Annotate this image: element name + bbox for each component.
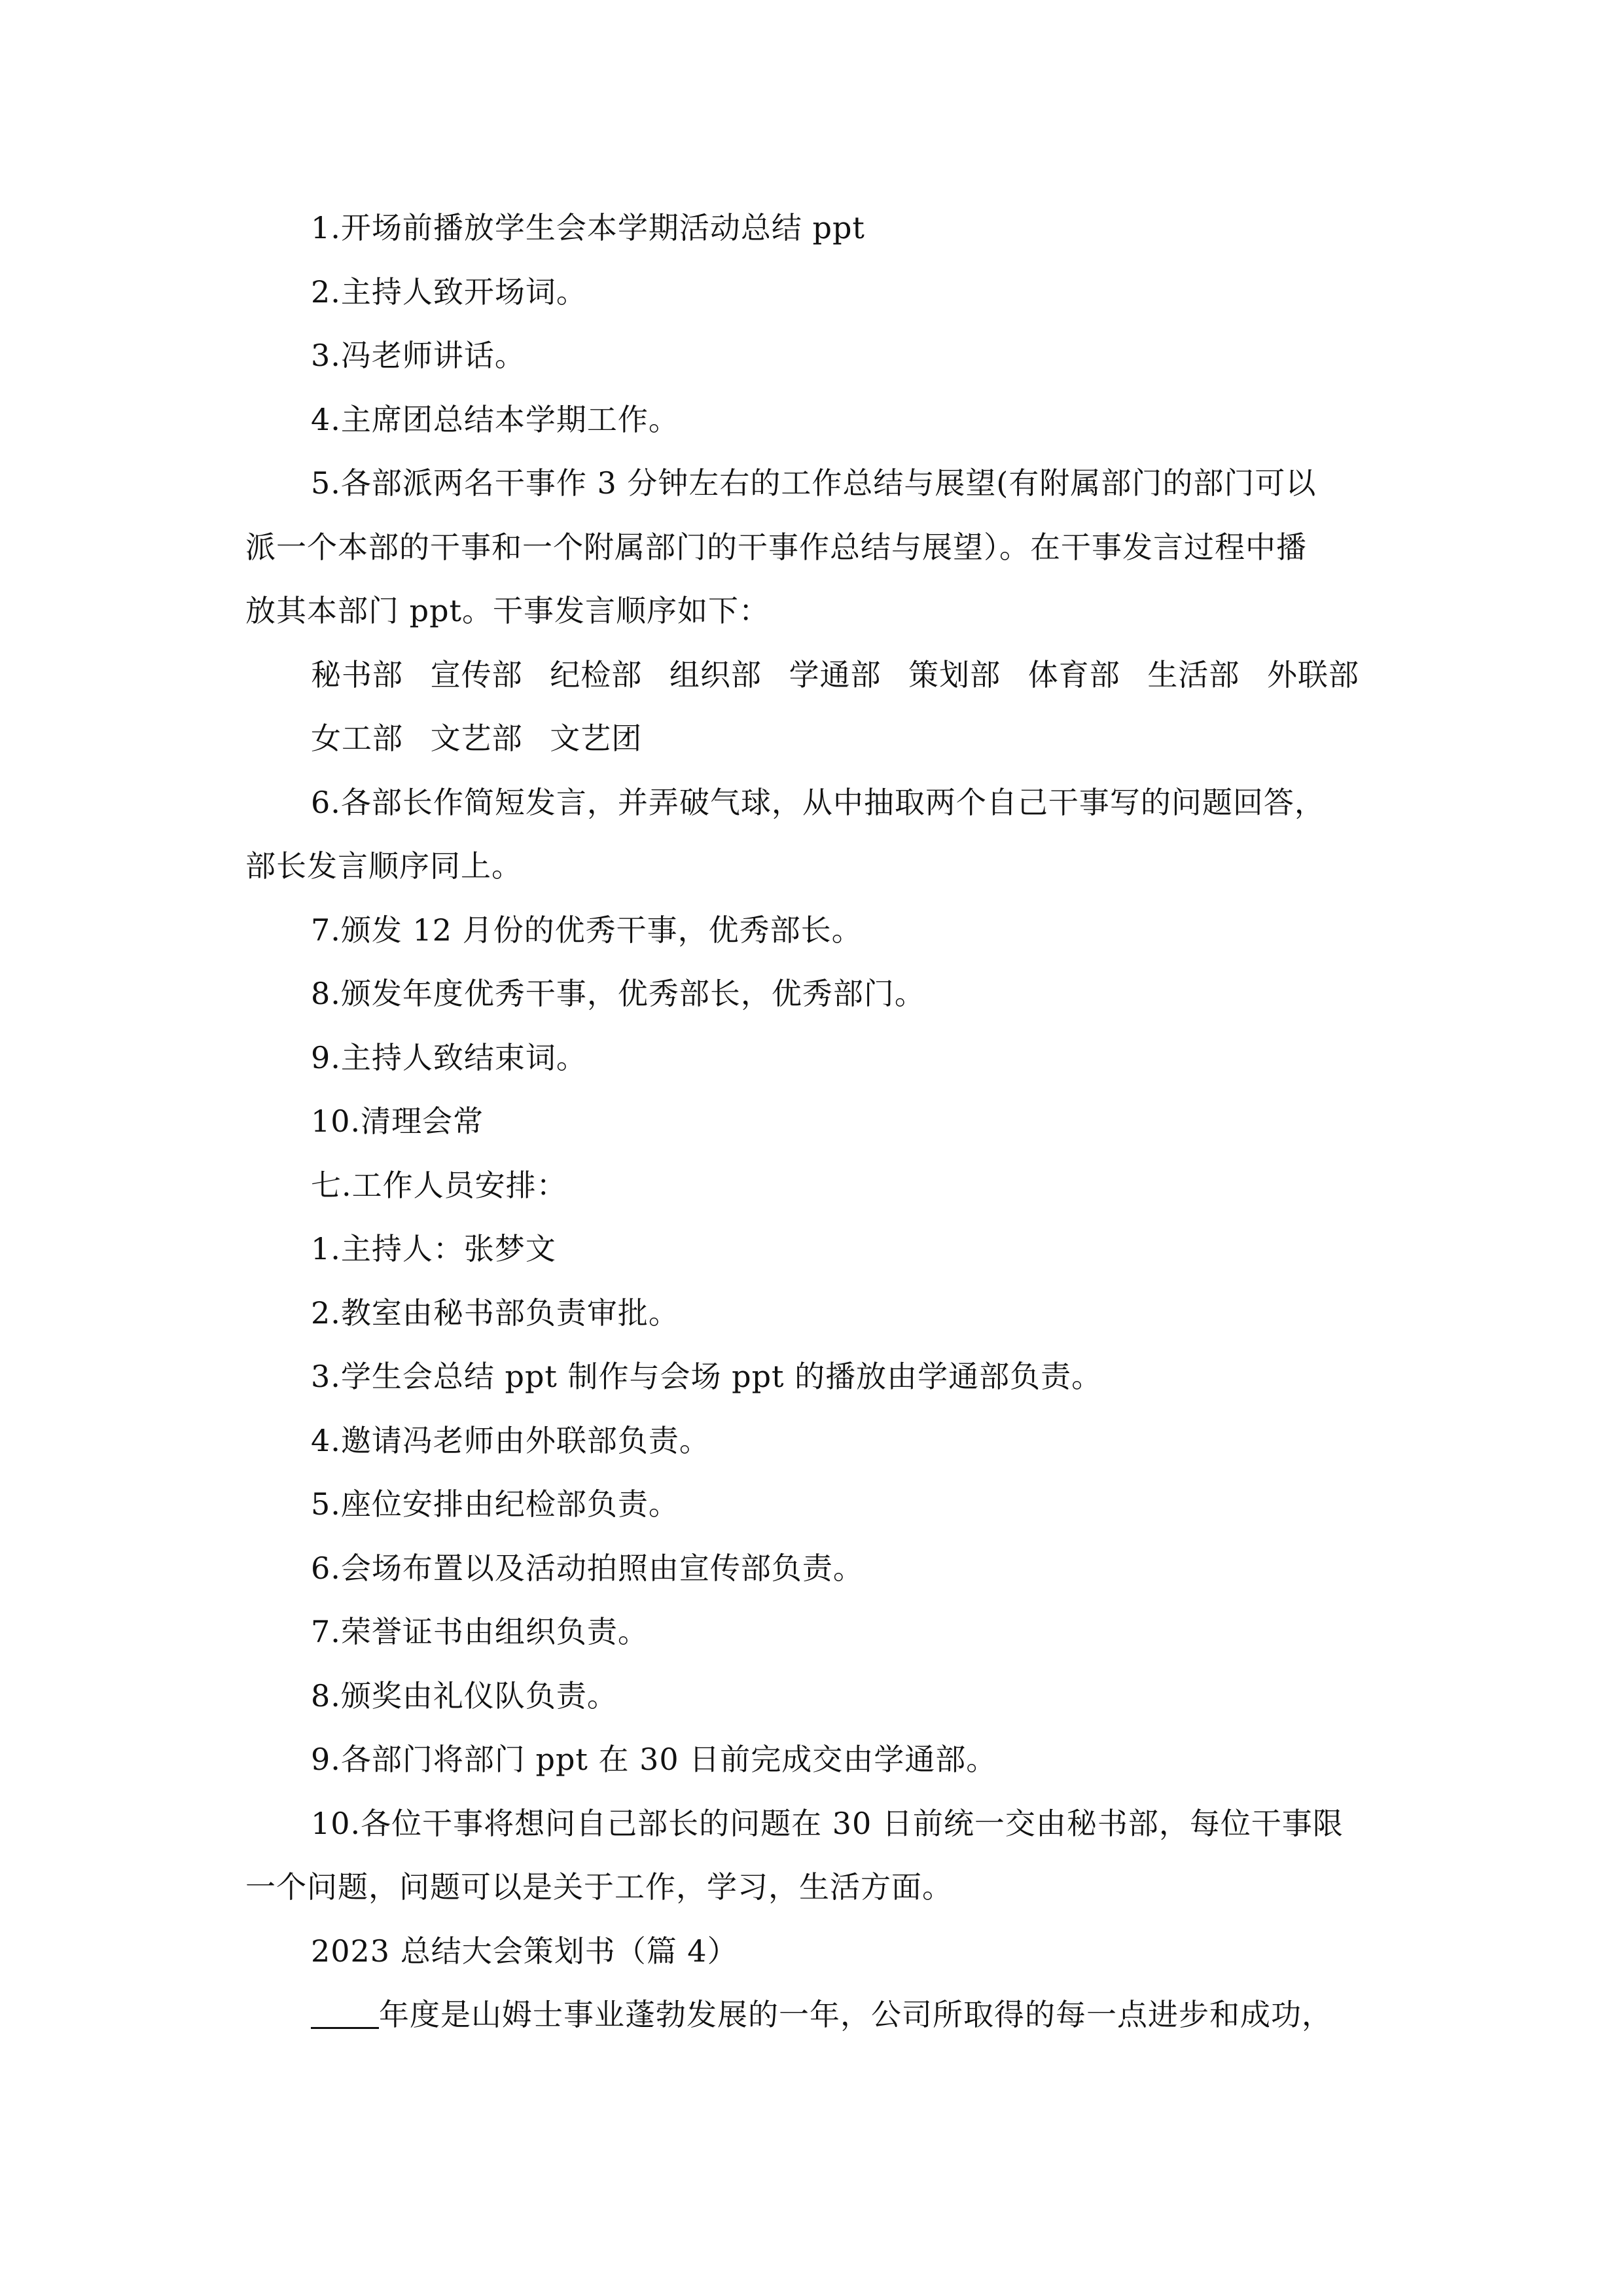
department-order-row-2 xyxy=(245,707,1397,771)
program-item-6-line-2: 部长发言顺序同上。 xyxy=(245,848,522,884)
department-order-row-1 xyxy=(245,643,1397,708)
program-item-10: 10.清理会常 xyxy=(311,1103,484,1139)
department-name: 文艺团 xyxy=(550,721,643,756)
staff-item-5: 5.座位安排由纪检部负责。 xyxy=(311,1486,679,1522)
program-item-1: 1.开场前播放学生会本学期活动总结 ppt xyxy=(311,210,865,245)
staff-item-6: 6.会场布置以及活动拍照由宣传部负责。 xyxy=(311,1550,864,1586)
document-body xyxy=(245,196,1397,2047)
program-item-6-line-1: 6.各部长作简短发言，并弄破气球，从中抽取两个自己干事写的问题回答， xyxy=(311,784,1325,820)
staff-item-3: 3.学生会总结 ppt 制作与会场 ppt 的播放由学通部负责。 xyxy=(311,1359,1103,1394)
program-item-3: 3.冯老师讲话。 xyxy=(311,338,526,373)
department-name: 生活部 xyxy=(1147,656,1240,692)
program-item-2: 2.主持人致开场词。 xyxy=(311,274,587,310)
department-name: 文艺部 xyxy=(430,721,523,756)
staff-item-1: 1.主持人：张梦文 xyxy=(311,1231,556,1266)
program-item-5-line-2: 派一个本部的干事和一个附属部门的干事作总结与展望）。在干事发言过程中播 xyxy=(245,529,1307,565)
staff-item-7: 7.荣誉证书由组织负责。 xyxy=(311,1614,649,1649)
staff-item-4: 4.邀请冯老师由外联部负责。 xyxy=(311,1422,710,1458)
fill-in-blank xyxy=(311,2001,379,2029)
program-item-9: 9.主持人致结束词。 xyxy=(311,1039,587,1075)
section-heading-staff: 七.工作人员安排： xyxy=(311,1167,567,1203)
staff-item-2: 2.教室由秘书部负责审批。 xyxy=(311,1295,679,1331)
department-name: 纪检部 xyxy=(550,656,643,692)
closing-paragraph-text: 年度是山姆士事业蓬勃发展的一年，公司所取得的每一点进步和成功， xyxy=(379,1997,1332,2032)
department-name: 学通部 xyxy=(789,656,882,692)
program-item-8: 8.颁发年度优秀干事，优秀部长，优秀部门。 xyxy=(311,976,925,1011)
department-name: 秘书部 xyxy=(311,656,403,692)
program-item-5-line-1: 5.各部派两名干事作 3 分钟左右的工作总结与展望(有附属部门的部门可以 xyxy=(311,465,1317,501)
department-name: 体育部 xyxy=(1027,656,1120,692)
department-name: 宣传部 xyxy=(430,656,523,692)
program-item-4: 4.主席团总结本学期工作。 xyxy=(311,401,679,437)
staff-item-8: 8.颁奖由礼仪队负责。 xyxy=(311,1677,618,1713)
part-title: 2023 总结大会策划书（篇 4） xyxy=(311,1933,738,1969)
department-name: 策划部 xyxy=(908,656,1001,692)
staff-item-10-line-1: 10.各位干事将想问自己部长的问题在 30 日前统一交由秘书部，每位干事限 xyxy=(311,1805,1344,1841)
staff-item-10-line-2: 一个问题，问题可以是关于工作，学习，生活方面。 xyxy=(245,1869,953,1905)
department-name: 外联部 xyxy=(1267,656,1359,692)
staff-item-9: 9.各部门将部门 ppt 在 30 日前完成交由学通部。 xyxy=(311,1742,997,1777)
program-item-5-line-3: 放其本部门 ppt。干事发言顺序如下： xyxy=(245,593,770,628)
program-item-7: 7.颁发 12 月份的优秀干事，优秀部长。 xyxy=(311,912,863,948)
department-name: 女工部 xyxy=(311,721,403,756)
department-name: 组织部 xyxy=(669,656,762,692)
closing-paragraph-line xyxy=(245,1983,1397,2047)
